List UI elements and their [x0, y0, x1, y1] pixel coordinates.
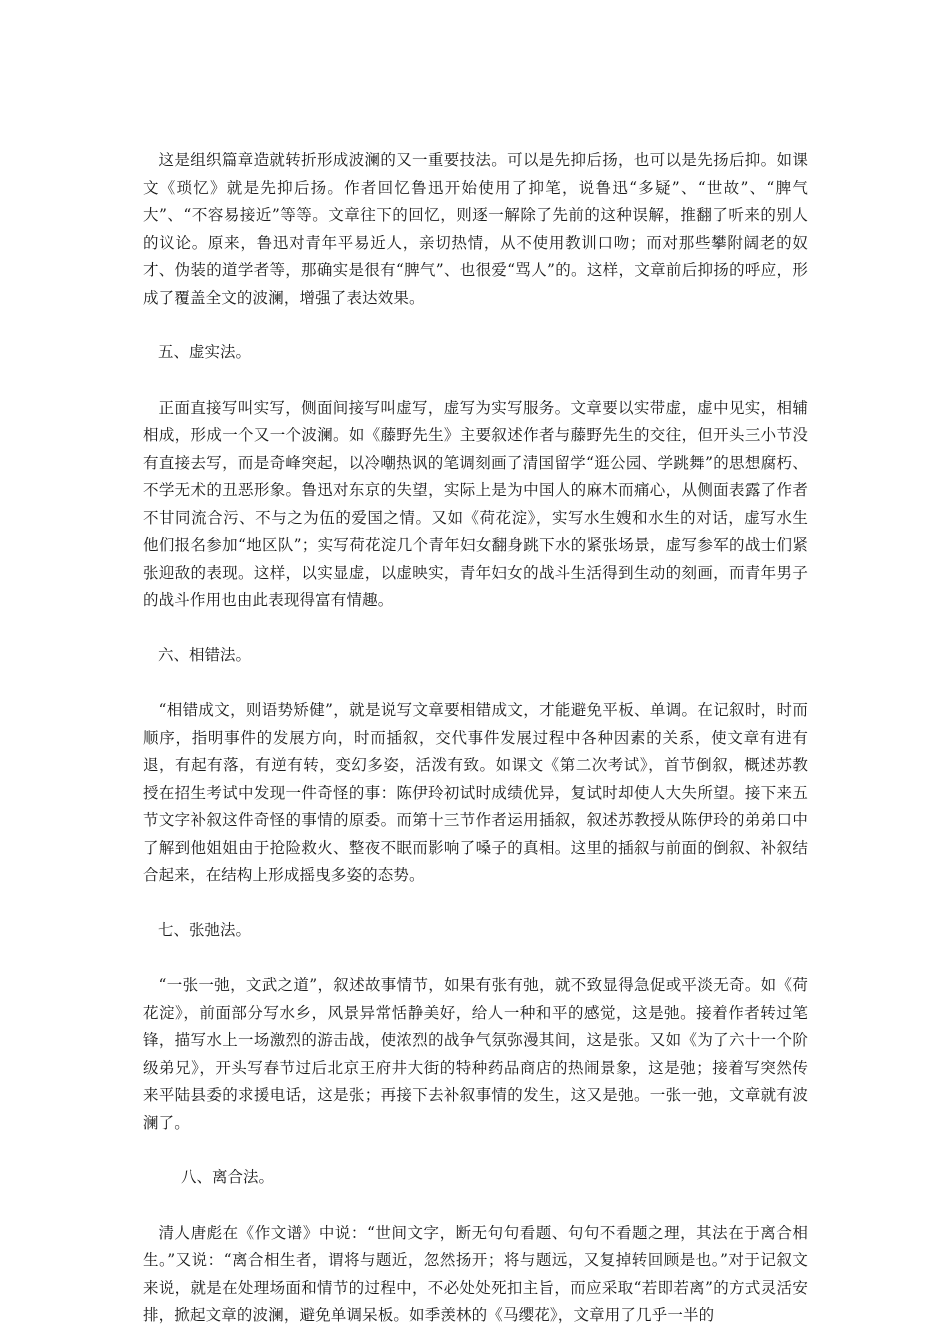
heading-xushi: 五、虚实法。	[158, 343, 252, 361]
paragraph-xiangcuo: “相错成文，则语势矫健”，就是说写文章要相错成文，才能避免平板、单调。在记叙时，时而顺序，指明事件的发展方向，时而插叙，交代事件发展过程中各种因素的关系，使文章有进有退，有起有落，有逆有转，变幻多姿，活泼有致。如课文《第二次考试》，首节倒叙，概述苏教授在招生考试中发现一件奇怪的事：陈伊玲初试时成绩优异，复试时却使人大失所望。接下来五节文字补叙这件奇怪的事情的原委。而第十三节作者运用插叙，叙述苏教授从陈伊玲的弟弟口中了解到他姐姐由于抢险救火、整夜不眠而影响了嗓子的真相。这里的插叙与前面的倒叙、补叙结合起来，在结构上形成摇曳多姿的态势。	[143, 701, 808, 884]
paragraph-xushi: 正面直接写叫实写，侧面间接写叫虚写，虚写为实写服务。文章要以实带虚，虚中见实，相辅相成，形成一个又一个波澜。如《藤野先生》主要叙述作者与藤野先生的交往，但开头三小节没有直接去写，而是奇峰突起，以冷嘲热讽的笔调刻画了清国留学“逛公园、学跳舞”的思想腐朽、不学无术的丑恶形象。鲁迅对东京的失望，实际上是为中国人的麻木而痛心，从侧面表露了作者不甘同流合污、不与之为伍的爱国之情。又如《荷花淀》，实写水生嫂和水生的对话，虚写水生他们报名参加“地区队”；实写荷花淀几个青年妇女翻身跳下水的紧张场景，虚写参军的战士们紧张迎敌的表现。这样，以实显虚，以虚映实，青年妇女的战斗生活得到生动的刻画，而青年男子的战斗作用也由此表现得富有情趣。	[143, 398, 808, 609]
heading-zhangchi: 七、张弛法。	[158, 920, 252, 939]
paragraph-zhangchi: “一张一弛，文武之道”，叙述故事情节，如果有张有弛，就不致显得急促或平淡无奇。如《荷花淀》，前面部分写水乡，风景异常恬静美好，给人一种和平的感觉，这是弛。接着作者转过笔锋，描写水上一场激烈的游击战，使浓烈的战争气氛弥漫其间，这是张。又如《为了六十一个阶级弟兄》，开头写春节过后北京王府井大街的特种药品商店的热闹景象，这是弛；接着写突然传来平陆县委的求援电话，这是张；再接下去补叙事情的发生，这又是弛。一张一弛，文章就有波澜了。	[143, 976, 808, 1132]
paragraph-lihe: 清人唐彪在《作文谱》中说：“世间文字，断无句句看题、句句不看题之理，其法在于离合相生。”又说：“离合相生者，谓将与题近，忽然扬开；将与题远，又复掉转回顾是也。”对于记叙文来说，就是在处理场面和情节的过程中，不必处处死扣主旨，而应采取“若即若离”的方式灵活安排，掀起文章的波澜，避免单调呆板。如季羡林的《马缨花》，文章用了几乎一半的	[143, 1223, 808, 1324]
paragraph-yiyang: 这是组织篇章造就转折形成波澜的又一重要技法。可以是先抑后扬，也可以是先扬后抑。如课文《琐忆》就是先抑后扬。作者回忆鲁迅开始使用了抑笔，说鲁迅“多疑”、“世故”、“脾气大”、“不容易接近”等等。文章往下的回忆，则逐一解除了先前的这种误解，推翻了听来的别人的议论。原来，鲁迅对青年平易近人，亲切热情，从不使用教训口吻；而对那些攀附阔老的奴才、伪装的道学者等，那确实是很有“脾气”、也很爱“骂人”的。这样，文章前后抑扬的呼应，形成了覆盖全文的波澜，增强了表达效果。	[143, 151, 808, 307]
document-body	[143, 147, 808, 1330]
heading-lihe: 八、离合法。	[181, 1168, 275, 1186]
heading-xiangcuo: 六、相错法。	[158, 645, 252, 664]
